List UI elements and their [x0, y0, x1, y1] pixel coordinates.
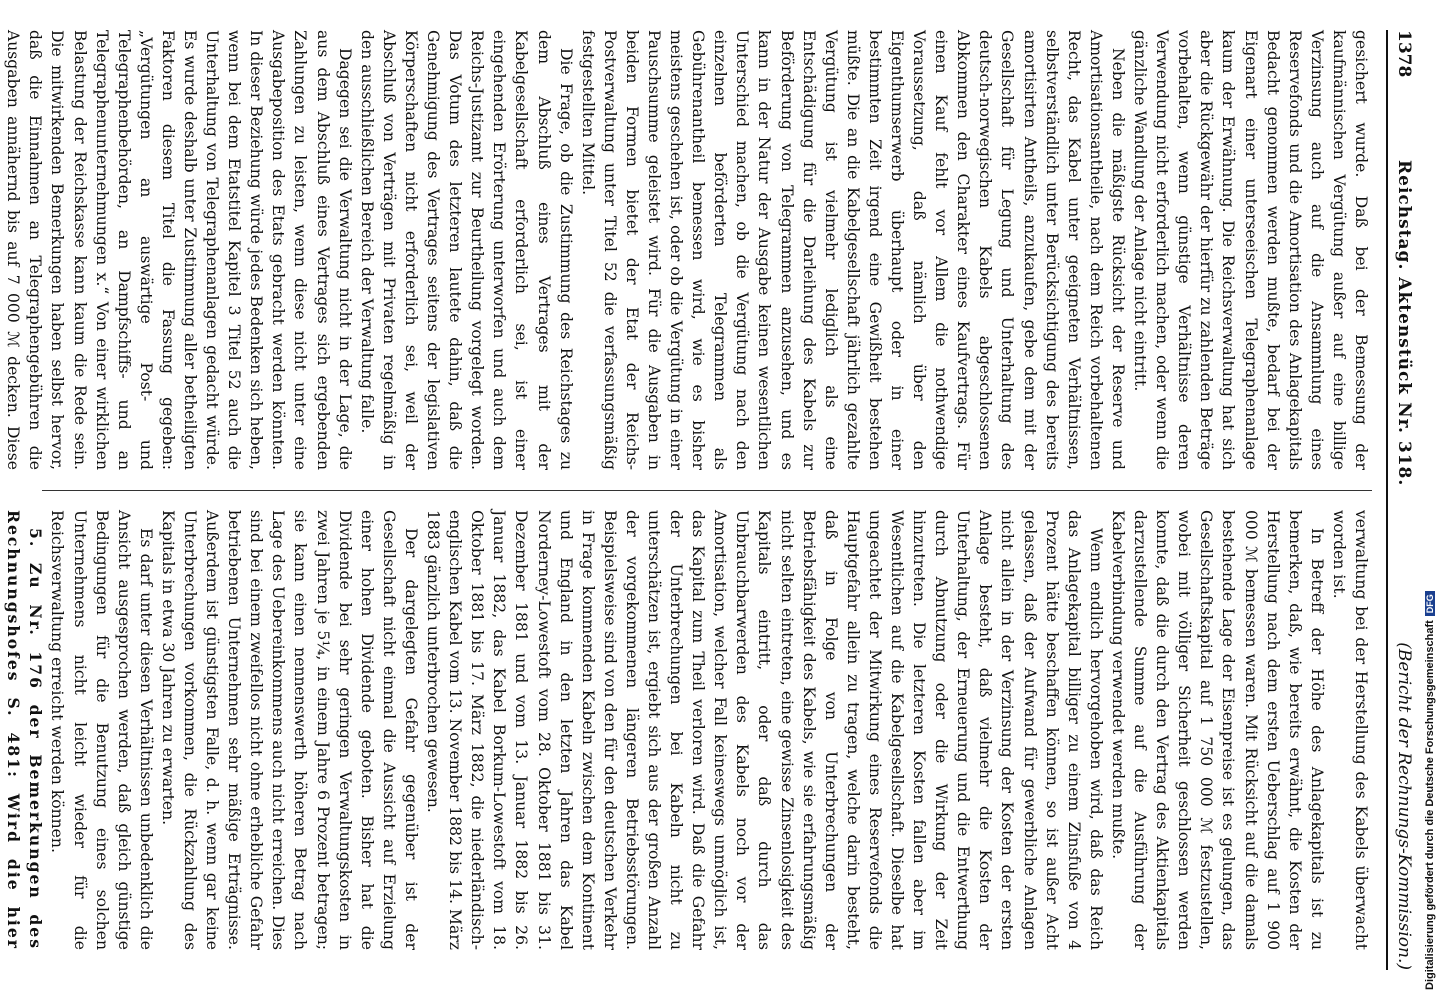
funding-note — [1424, 591, 1436, 990]
column-divider — [42, 490, 1372, 491]
right-column — [0, 510, 1372, 950]
paragraph: gesichert wurde. Daß bei der Bemessung der kaufmännischen Vergütung außer auf eine billige Verzinsung auch auf die Ansammlung eines Reservefonds und die Amortisation des Anlagekapitals Bedacht genommen werden mußte, bedarf bei der Eigenart einer unterseeischen Telegraphenanlage kaum der Erwähnung. Die Reichsverwaltung hat sich aber die Rückgewähr der hierfür zu zahlenden Beträge vorbehalten, wenn günstige Verhältnisse deren Verwendung nicht erforderlich machen, oder wenn die gänzliche Wandlung der Anlage nicht eintritt. — [1131, 30, 1370, 470]
paragraph: Neben die mäßigste Rücksicht der Reserve und Amortisationsantheile, nach dem Reich vorbehaltenen Recht, das Kabel unter geeigneten Verhältnissen, selbstverständlich unter Berücksichtigung des bereits amortisirten Antheils, anzukaufen, gebe dem mit der Gesellschaft für Legung und Unterhaltung des deutsch-norwegischen Kabels abgeschlossenen Abkommen den Charakter eines Kaufvertrags. Für einen Kauf fehlt vor Allem die nothwendige Voraussetzung, daß nämlich über den Eigenthumserwerb überhaupt oder in einer bestimmten Zeit irgend eine Gewißheit bestehen müßte. Die an die Kabelgesellschaft jährlich gezahlte Vergütung ist vielmehr lediglich als eine Entschädigung für die Darleihung des Kabels zur Beförderung von Telegrammen anzusehen, und es kann in der Natur der Ausgabe keinen wesentlichen Unterschied machen, ob die Vergütung nach den einzelnen beförderten Telegrammen als Gebührenantheil bemessen wird, wie es bisher meistens geschehen ist, oder ob die Vergütung in einer Pauschsumme geleistet wird. Für die Ausgaben in beiden Formen bietet der Etat der Reichs-Postverwaltung unter Titel 52 die verfassungsmäßig festgestellten Mittel. — [578, 30, 1127, 470]
page-title: Reichstag. Aktenstück Nr. 318. — [1394, 160, 1414, 487]
paragraph: Dagegen sei die Verwaltung nicht in der Lage, die aus dem Abschluß eines Vertrages sich ergebenden Zahlungen zu leisten, wenn diese nicht unter eine Ausgabeposition des Etats gebracht werden könnten. In dieser Beziehung würde jedes Bedenken sich heben, wenn bei dem Etatstitel Kapitel 3 Titel 52 auch die Unterhaltung von Telegraphenanlagen gedacht würde. Es wurde deshalb unter Zustimmung aller betheiligten Faktoren diesem Titel die Fassung gegeben: „Vergütungen an auswärtige Post- und Telegraphenbehörden, an Dampfschiffs- und an Telegraphenunternehmungen x.“ Von einer wirklichen Belastung der Reichskasse kann kaum die Rede sein. Die mitwirkenden Bemerkungen haben selbst hervor, daß die Einnahmen an Telegraphengebühren die Ausgaben annähernd bis auf 7 000 ℳ decken. Diese — [4, 30, 354, 470]
dfg-logo: DFG — [1425, 591, 1435, 616]
question-paragraph: 5. Zu Nr. 176 der Bemerkungen des Rechnungshofes S. 481: Wird die hier — [4, 510, 46, 950]
paragraph: Wenn endlich hervorgehoben wird, daß das Reich das Anlagekapital billiger zu einem Zinsfuße von 4 Prozent hätte beschaffen können, so ist außer Acht gelassen, daß der Aufwand für gewerbliche Anlagen nicht allein in der Verzinsung der Kosten der ersten Anlage besteht, daß vielmehr die Kosten der Unterhaltung, der Erneuerung und die Entwerthung durch Abnutzung oder die Wirkung der Zeit hinzutreten. Die letzteren Kosten fallen aber im Wesentlichen auf die Kabelgesellschaft. Dieselbe hat ungeachtet der Mitwirkung eines Reservefonds die Hauptgefahr allein zu tragen, welche darin besteht, daß in Folge von Unterbrechungen der Betriebsfähigkeit des Kabels, wie sie erfahrungsmäßig nicht selten eintreten, eine gewisse Zinsenlosigkeit des Kapitals eintritt, oder daß durch das Unbrauchbarwerden des Kabels noch vor der Amortisation, welcher Fall keineswegs unmöglich ist, das Kapital zum Theil verloren wird. Daß die Gefahr der Unterbrechungen bei Kabeln nicht zu unterschätzen ist, ergiebt sich aus der großen Anzahl der vorgekommenen längeren Betriebsstörungen. Beispielsweise sind von den für den deutschen Verkehr in Frage kommenden Kabeln zwischen dem Kontinent und England in den letzten Jahren das Kabel Norderney-Lowestoft vom 28. Oktober 1881 bis 31. Dezember 1881 und vom 13. Januar 1882 bis 26. Januar 1882, das Kabel Borkum-Lowestoft vom 18. Oktober 1881 bis 17. März 1882, die niederländisch-englischen Kabel vom 13. November 1882 bis 14. März 1883 gänzlich unterbrochen gewesen. — [424, 510, 1105, 950]
page-subtitle: (Bericht der Rechnungs-Kommission.) — [1394, 642, 1414, 970]
page-number: 1378 — [1394, 30, 1414, 78]
paragraph: Die Frage, ob die Zustimmung des Reichstages zu dem Abschluß eines Vertrages mit der Kabelgesellschaft erforderlich sei, ist einer eingehenden Erörterung unterworfen und auch dem Reichs-Justizamt zur Beurtheilung vorgelegt worden. Das Votum des letzteren lautete dahin, daß die Genehmigung des Vertrages seitens der legislativen Körperschaften nicht erforderlich sei, weil der Abschluß von Verträgen mit Privaten regelmäßig in den ausschließlichen Bereich der Verwaltung falle. — [357, 30, 575, 470]
funding-text: Digitalisierung gefördert durch die Deutsche Forschungsgemeinschaft — [1424, 620, 1436, 990]
paragraph: In Betreff der Höhe des Anlagekapitals ist zu bemerken, daß, wie bereits erwähnt, die Kosten der Herstellung nach dem ersten Ueberschlag auf 1 900 000 ℳ bemessen waren. Mit Rücksicht auf die damals bestehende Lage der Eisenpreise ist es gelungen, das Gesellschaftskapital auf 1 750 000 ℳ festzustellen, wobei mit völliger Sicherheit geschlossen werden konnte, daß die durch den Vertrag des Aktienkapitals darzustellende Summe auf die Ausführung der Kabelverbindung verwendet werden mußte. — [1108, 510, 1326, 950]
paragraph: verwaltung bei der Herstellung des Kabels überwacht worden ist. — [1329, 510, 1370, 950]
footer — [1402, 0, 1436, 1000]
paragraph: Der dargelegten Gefahr gegenüber ist der Gesellschaft nicht einmal die Aussicht auf Erzielung einer hohen Dividende geboten. Bisher hat die Dividende bei sehr geringen Verwaltungskosten in zwei Jahren je 5¼, in einem Jahre 6 Prozent betragen; sie kann einen nennenswerth höheren Betrag nach Lage des Uebereinkommens auch nicht erreichen. Dies sind bei einem zweifellos nicht ohne erhebliche Gefahr betriebenen Unternehmen sehr mäßige Erträgnisse. Außerdem ist günstigsten Falle, d. h. wenn gar keine Unterbrechungen vorkommen, die Rückzahlung des Kapitals in etwa 30 Jahren zu erwarten. — [158, 510, 420, 950]
paragraph: Es darf unter diesen Verhältnissen unbedenklich die Ansicht ausgesprochen werden, daß gleich günstige Bedingungen für die Benutzung eines solchen Unternehmens nicht leicht wieder für die Reichsverwaltung erreicht werden können. — [48, 510, 155, 950]
left-column — [0, 30, 1372, 470]
